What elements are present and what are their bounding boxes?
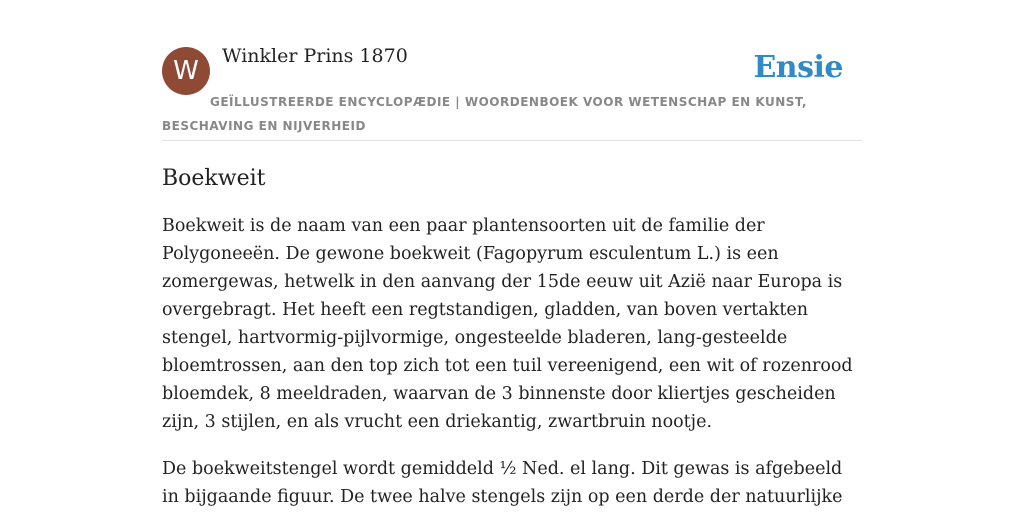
- page-title: Boekweit: [162, 166, 266, 191]
- header: [162, 40, 862, 141]
- brand-logo[interactable]: Ensie: [753, 50, 843, 85]
- article-paragraph: De boekweitstengel wordt gemiddeld ½ Ned. el lang. Dit gewas is afgebeeld in bijgaande figuur. De twee halve stengels zijn op een derde der natuurlijke: [162, 459, 843, 507]
- article: [162, 160, 862, 511]
- avatar[interactable]: W: [162, 47, 210, 95]
- source-title[interactable]: Winkler Prins 1870: [222, 45, 408, 67]
- source-subtitle: GEÏLLUSTREERDE ENCYCLOPÆDIE | WOORDENBOEK VOOR WETENSCHAP EN KUNST, BESCHAVING EN NIJVERHEID: [162, 95, 807, 133]
- article-paragraph: Boekweit is de naam van een paar plantensoorten uit de familie der Polygoneeën. De gewone boekweit (Fagopyrum esculentum L.) is een zomergewas, hetwelk in den aanvang der 15de eeuw uit Azië naar Europa is overgebragt. Het heeft een regtstandigen, gladden, van boven vertakten stengel, hartvormig-pijlvormige, ongesteelde bladeren, lang-gesteelde bloemtrossen, aan den top zich tot een tuil vereenigend, een wit of rozenrood bloemdek, 8 meeldraden, waarvan de 3 binnenste door kliertjes gescheiden zijn, 3 stijlen, en als vrucht een driekantig, zwartbruin nootje.: [162, 216, 853, 432]
